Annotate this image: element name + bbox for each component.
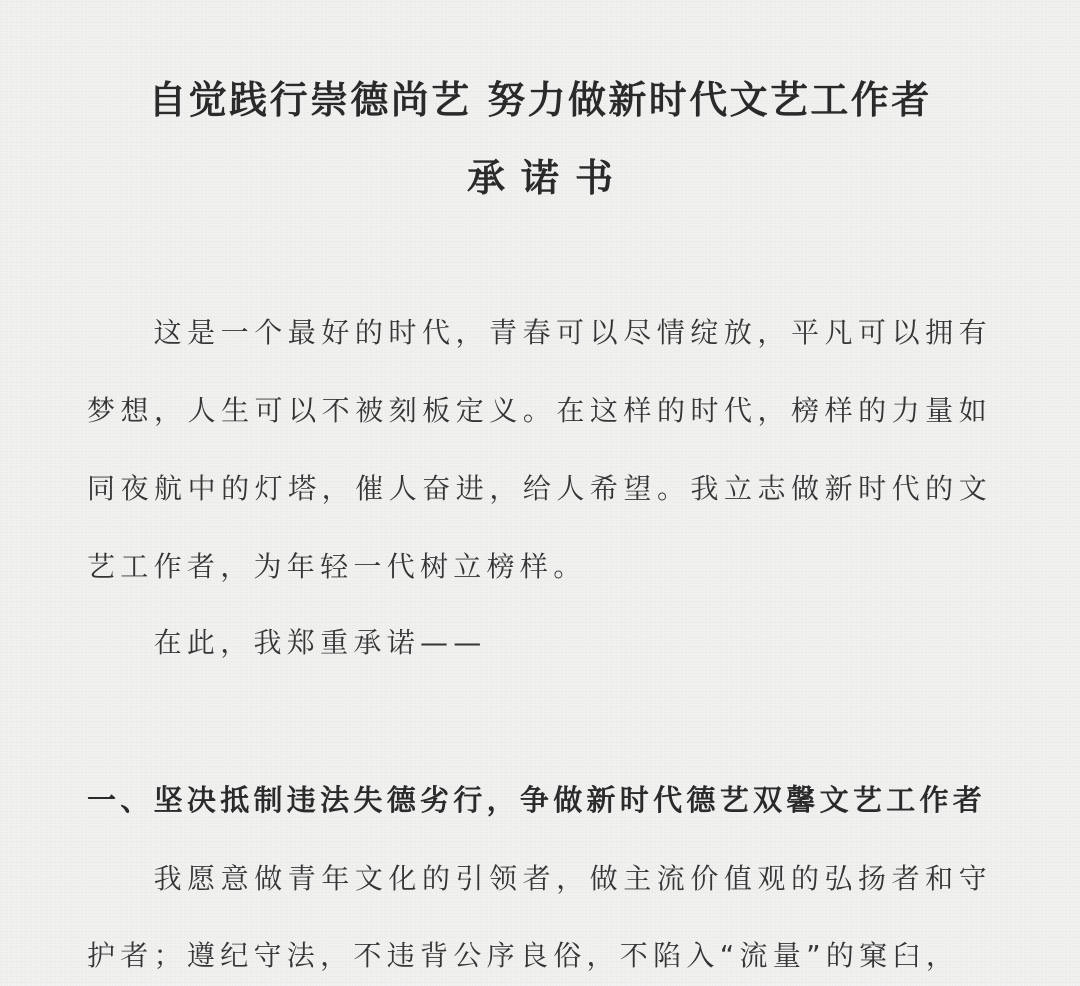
intro-paragraph: 这是一个最好的时代，青春可以尽情绽放，平凡可以拥有梦想，人生可以不被刻板定义。在这样的时代，榜样的力量如同夜航中的灯塔，催人奋进，给人希望。我立志做新时代的文艺工作者，为年轻一代树立榜样。	[87, 316, 992, 583]
document-subtitle: 承诺书	[466, 156, 629, 200]
section-paragraph: 我愿意做青年文化的引领者，做主流价值观的弘扬者和守护者；遵纪守法，不违背公序良俗，不陷入“流量”的窠臼，	[87, 862, 992, 972]
section-heading: 一、坚决抵制违法失德劣行，争做新时代德艺双馨文艺工作者	[87, 783, 987, 817]
document-title: 自觉践行崇德尚艺 努力做新时代文艺工作者	[148, 78, 932, 122]
pledge-lead-paragraph: 在此，我郑重承诺——	[153, 626, 487, 659]
